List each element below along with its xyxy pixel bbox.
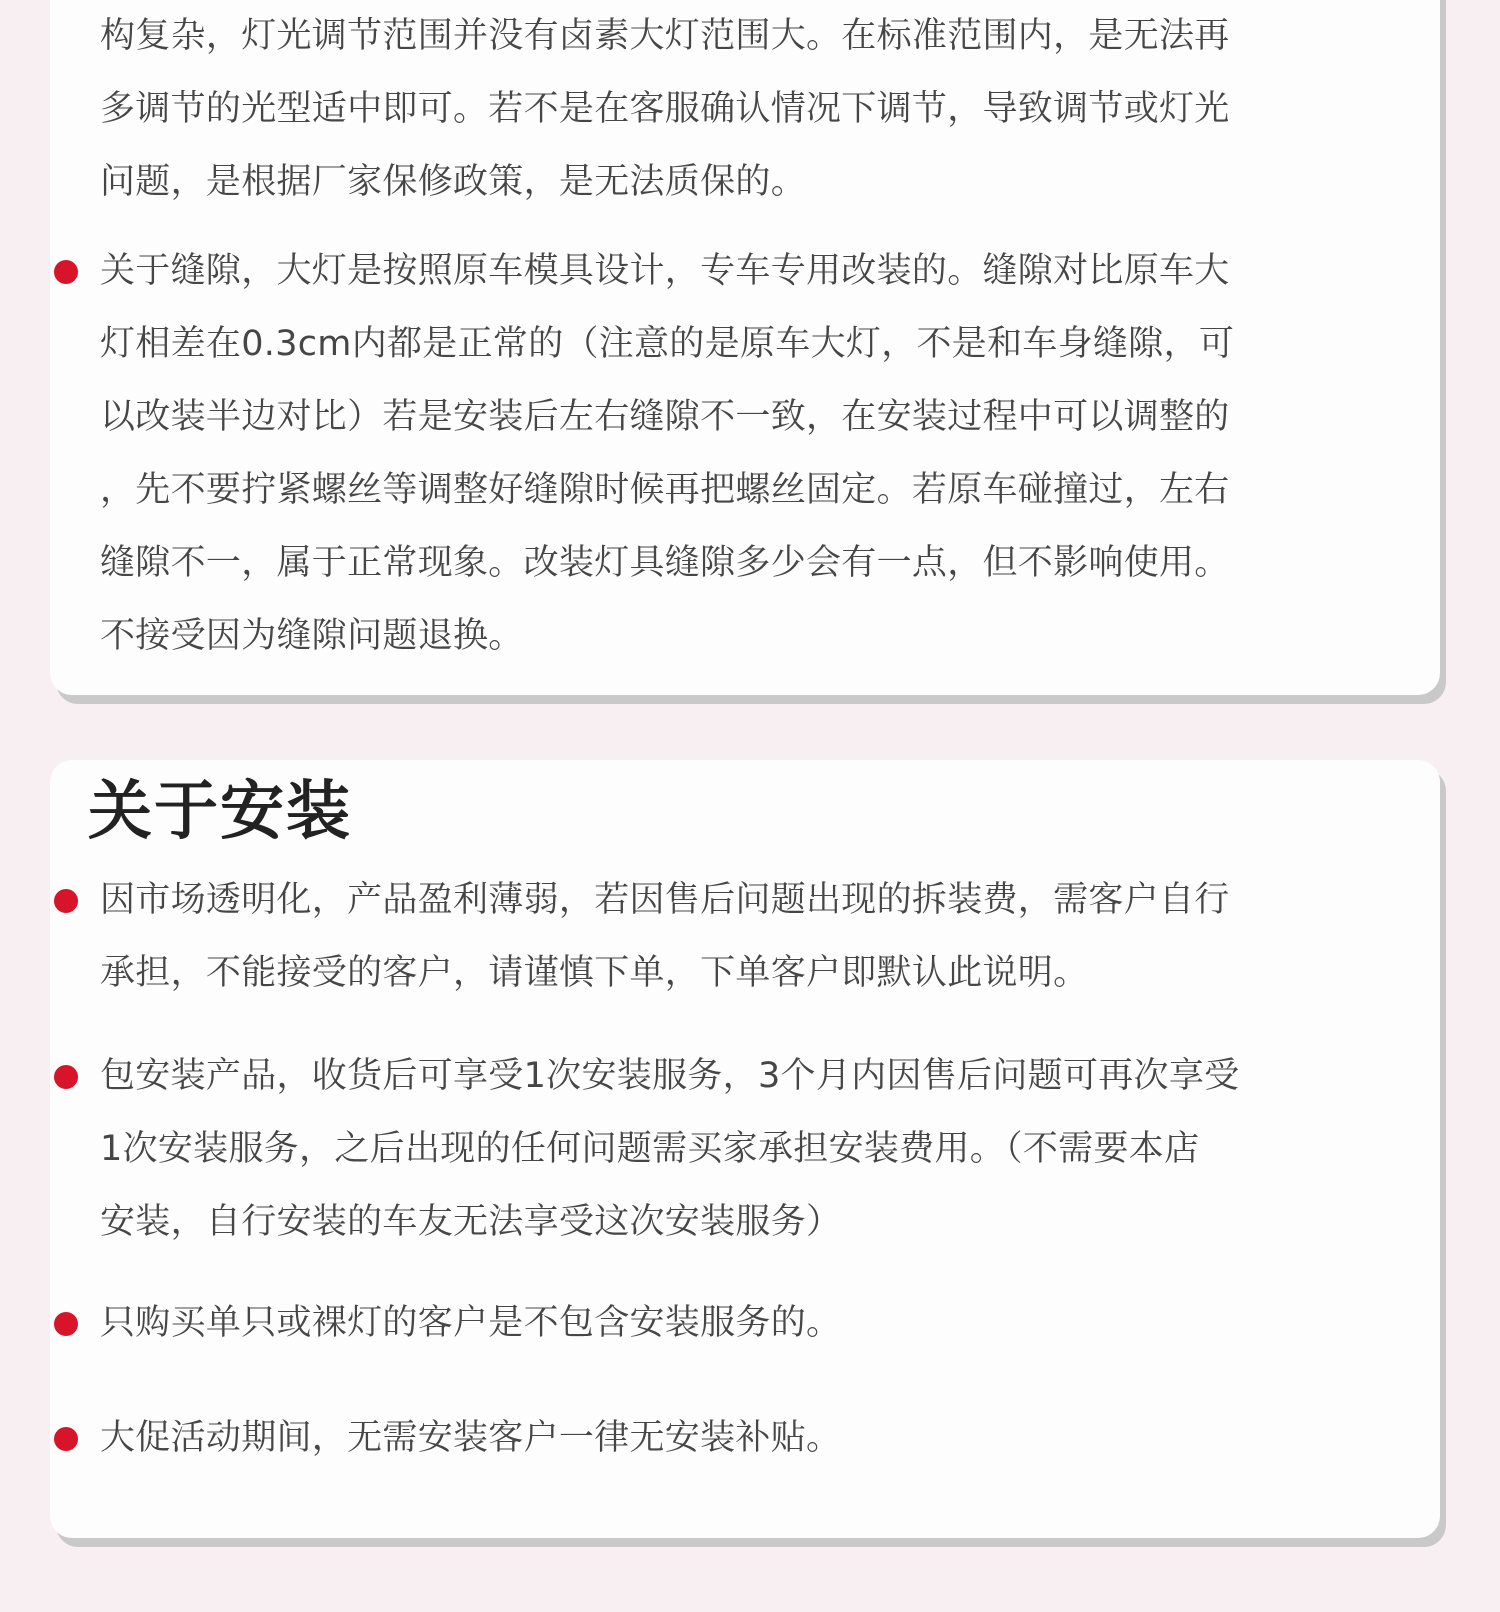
bullet-dot-icon xyxy=(54,889,78,913)
lighting-adjustment-text: 构复杂，灯光调节范围并没有卤素大灯范围大。在标准范围内，是无法再 多调节的光型适中即可。若不是在客服确认情况下调节，导致调节或灯光 问题，是根据厂家保修政策，是无法质保的。 xyxy=(100,16,1230,202)
install-item-single-lamp: 只购买单只或裸灯的客户是不包含安装服务的。 xyxy=(100,1303,842,1343)
bullet-dot-icon xyxy=(54,1312,78,1336)
section-title: 关于安装 xyxy=(88,775,352,849)
install-notes-card xyxy=(50,760,1440,1538)
install-item-fee: 因市场透明化，产品盈利薄弱，若因售后问题出现的拆装费，需客户自行 承担，不能接受的客户，请谨慎下单，下单客户即默认此说明。 xyxy=(100,880,1230,993)
gap-note-text: 关于缝隙，大灯是按照原车模具设计，专车专用改装的。缝隙对比原车大 灯相差在0.3cm内都是正常的（注意的是原车大灯，不是和车身缝隙，可 以改装半边对比）若是安装后左右缝隙不一致，在安装过程中可以调整的 ，先不要拧紧螺丝等调整好缝隙时候再把螺丝固定。若原车碰撞过，左右 缝隙不一，属于正常现象。改装灯具缝隙多少会有一点，但不影响使用。 不接受因为缝隙问题退换。 xyxy=(100,251,1235,656)
bullet-dot-icon xyxy=(54,260,78,284)
bullet-dot-icon xyxy=(54,1427,78,1451)
bullet-dot-icon xyxy=(54,1065,78,1089)
install-item-promotion: 大促活动期间，无需安装客户一律无安装补贴。 xyxy=(100,1418,842,1458)
lighting-notes-card xyxy=(50,0,1440,695)
install-item-service: 包安装产品，收货后可享受1次安装服务，3个月内因售后问题可再次享受 1次安装服务，之后出现的任何问题需买家承担安装费用。（不需要本店 安装，自行安装的车友无法享受这次安装服务） xyxy=(100,1056,1240,1242)
